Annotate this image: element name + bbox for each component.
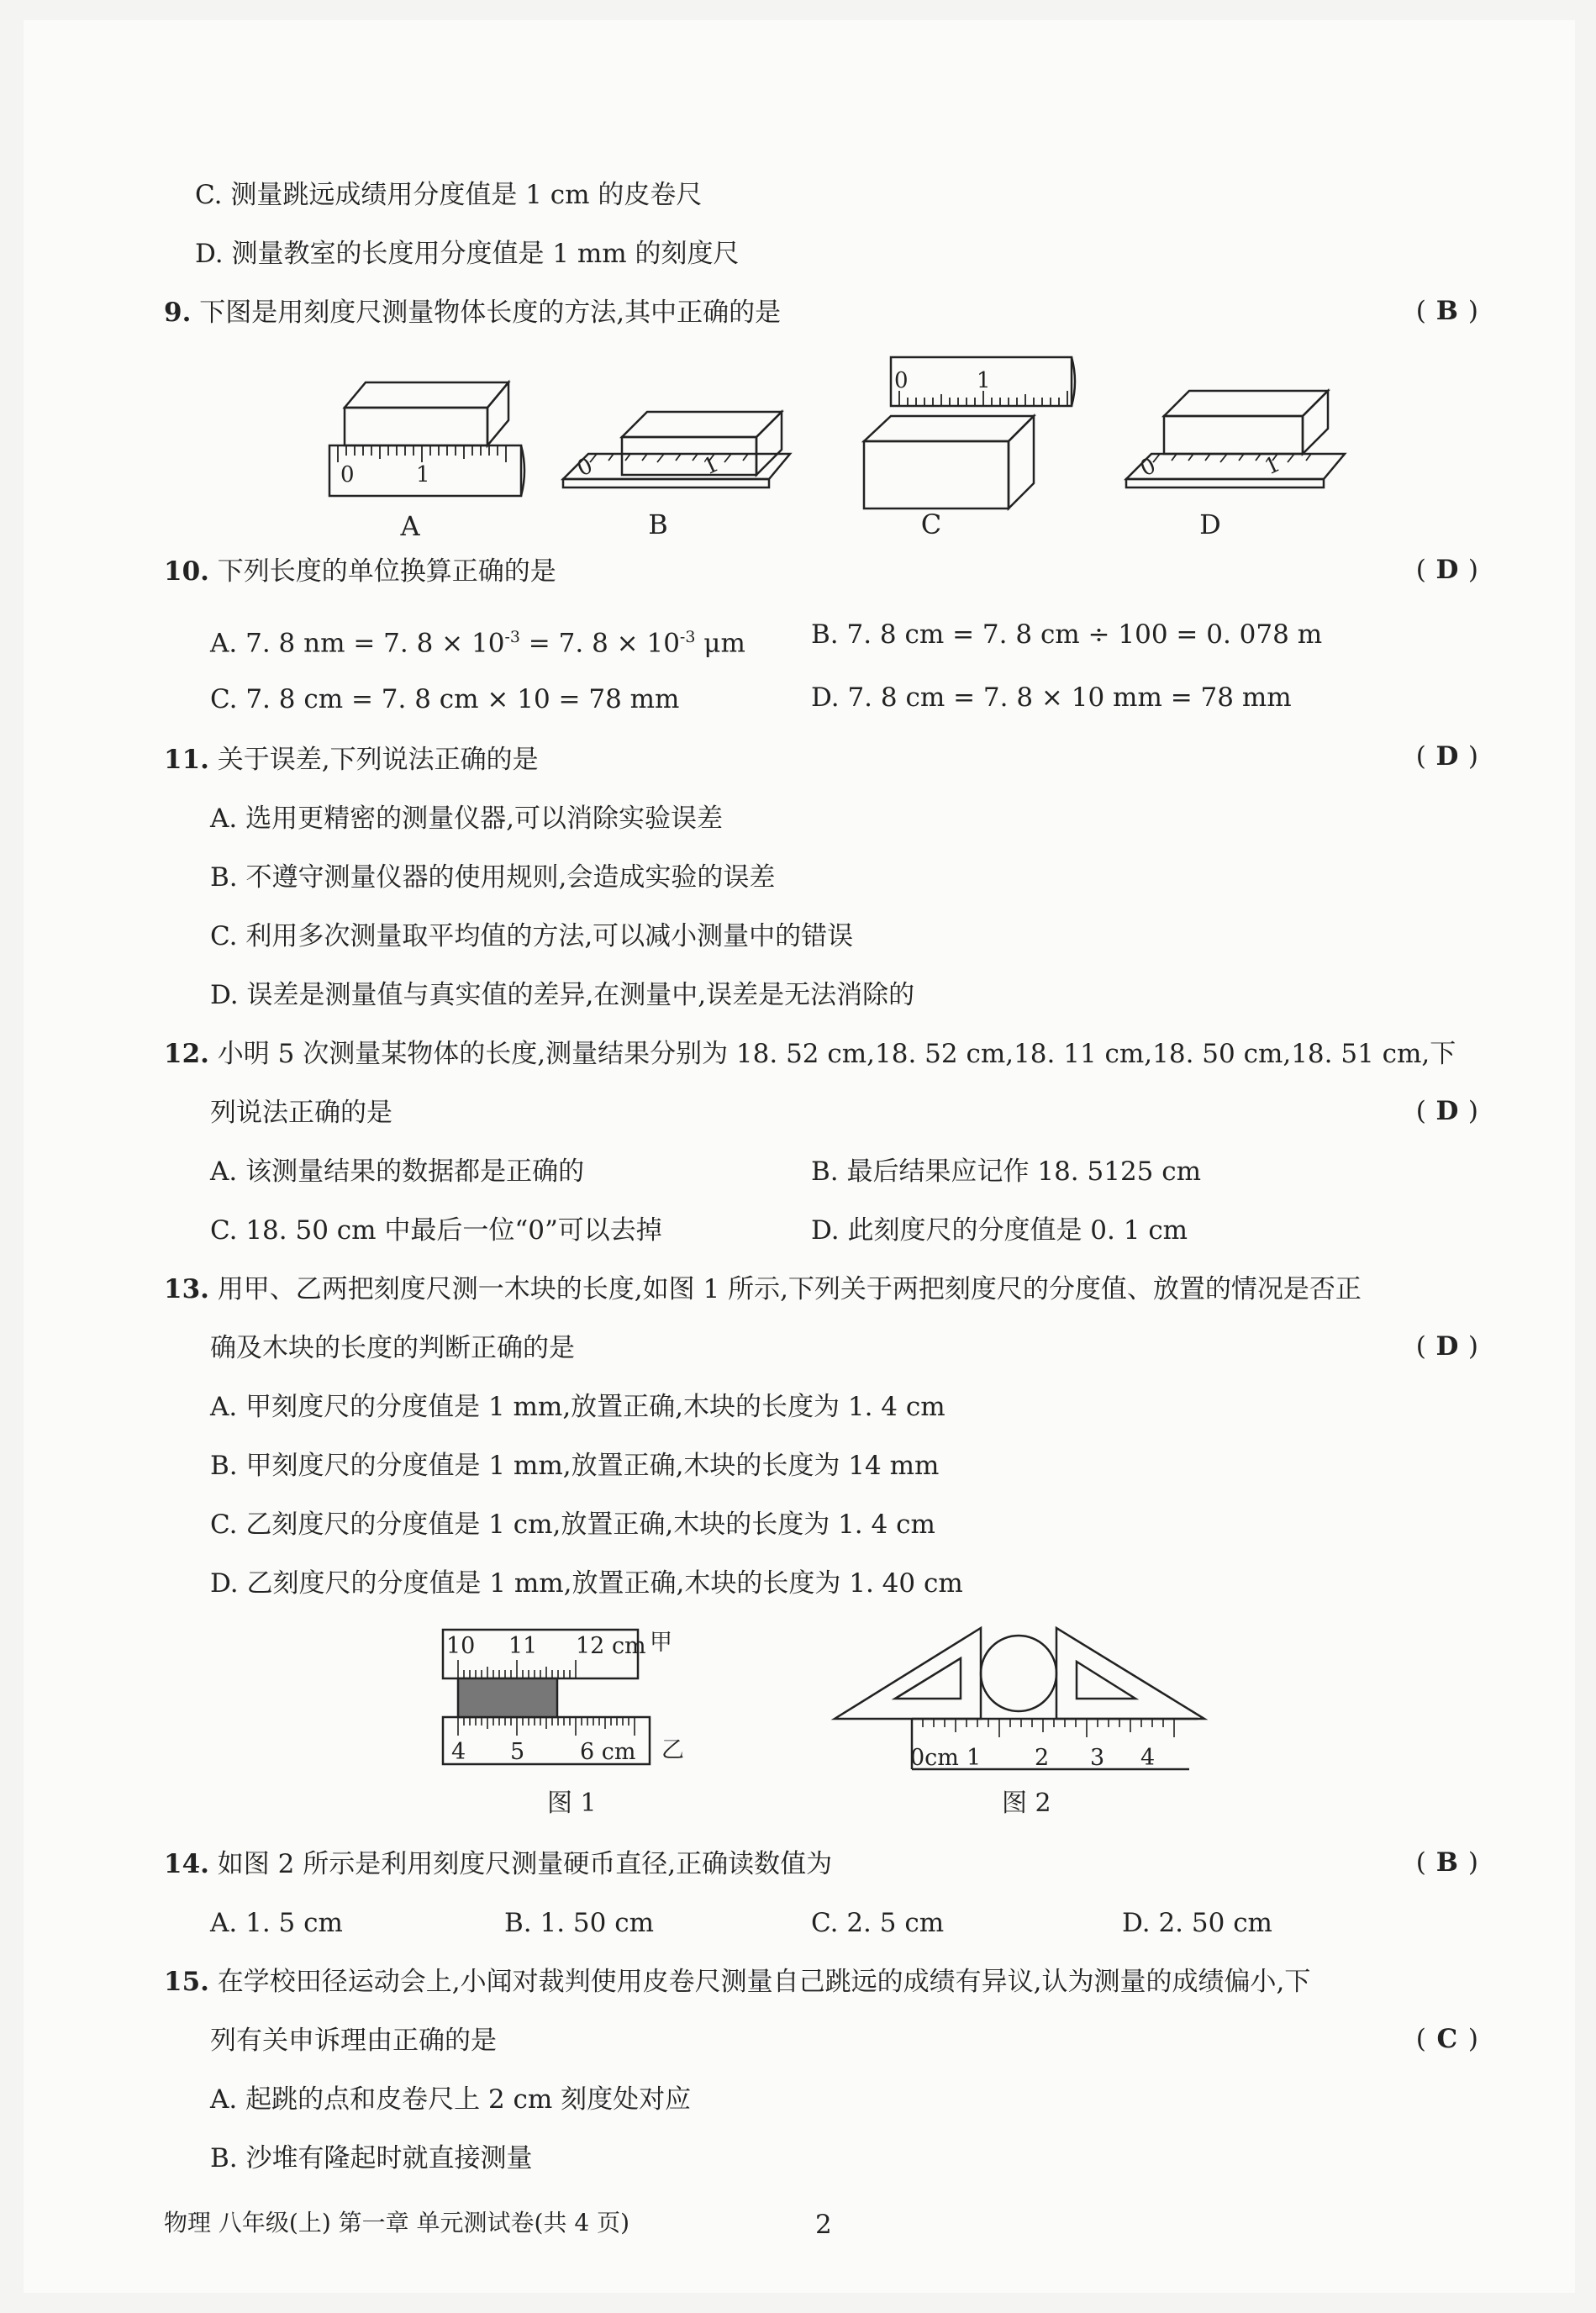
option-c: C. 7. 8 cm = 7. 8 cm × 10 = 78 mm bbox=[210, 684, 680, 714]
ruler-tick-label: 1 bbox=[1261, 451, 1284, 481]
ruler-tick-label: 0 bbox=[573, 453, 597, 482]
ruler-tick-label: 4 bbox=[451, 1739, 466, 1765]
question-number: 14. bbox=[164, 1849, 209, 1879]
set-square-right bbox=[1056, 1628, 1204, 1719]
option-text: A. 7. 8 nm = 7. 8 × 10 bbox=[210, 628, 505, 659]
question-number: 15. bbox=[164, 1967, 209, 1997]
option-c: C. 18. 50 cm 中最后一位“0”可以去掉 bbox=[210, 1215, 662, 1246]
option-b: B. 甲刻度尺的分度值是 1 mm,放置正确,木块的长度为 14 mm bbox=[210, 1451, 940, 1481]
exponent: -3 bbox=[679, 628, 696, 646]
ruler-tick-label: 10 bbox=[446, 1633, 476, 1659]
question-stem: 在学校田径运动会上,小闻对裁判使用皮卷尺测量自己跳远的成绩有异议,认为测量的成绩偏小,下 bbox=[217, 1967, 1311, 1997]
answer-bracket: ( D ) bbox=[1415, 1331, 1478, 1362]
option-c: C. 利用多次测量取平均值的方法,可以减小测量中的错误 bbox=[210, 921, 854, 951]
figure-2 bbox=[828, 1618, 1248, 1773]
ruler-tick-label: 1 bbox=[977, 368, 991, 393]
ruler-tick-label: 0 bbox=[1136, 453, 1160, 482]
figure-label-b: B bbox=[648, 508, 668, 540]
option-d: D. 此刻度尺的分度值是 0. 1 cm bbox=[811, 1215, 1188, 1246]
question-number: 10. bbox=[164, 556, 209, 587]
question-13 bbox=[164, 1272, 1362, 1306]
ruler-tick-label: 0cm bbox=[910, 1745, 959, 1771]
page-footer: 物理 八年级(上) 第一章 单元测试卷(共 4 页) bbox=[164, 2209, 630, 2237]
figure-label-a: A bbox=[400, 510, 420, 542]
ruler-tick-label: 0 bbox=[894, 368, 909, 393]
option-d: D. 误差是测量值与真实值的差异,在测量中,误差是无法消除的 bbox=[210, 980, 915, 1010]
question-15 bbox=[164, 1965, 1310, 1999]
coin bbox=[981, 1636, 1056, 1711]
ruler-tick-label: 6 cm bbox=[580, 1739, 636, 1765]
ruler-tick-label: 12 cm bbox=[576, 1633, 646, 1659]
answer-bracket: ( B ) bbox=[1415, 296, 1478, 326]
exponent: -3 bbox=[504, 628, 520, 646]
question-14 bbox=[164, 1847, 832, 1881]
question-number: 11. bbox=[164, 745, 209, 775]
answer-letter: D bbox=[1435, 555, 1459, 585]
ruler-tick-label: 11 bbox=[508, 1633, 538, 1659]
question-stem: 如图 2 所示是利用刻度尺测量硬币直径,正确读数值为 bbox=[217, 1849, 833, 1879]
set-square-left bbox=[835, 1628, 981, 1719]
option-a: A. 1. 5 cm bbox=[210, 1908, 343, 1938]
question-stem: 下图是用刻度尺测量物体长度的方法,其中正确的是 bbox=[199, 298, 782, 328]
option-c: C. 测量跳远成绩用分度值是 1 cm 的皮卷尺 bbox=[195, 180, 703, 210]
option-d: D. 测量教室的长度用分度值是 1 mm 的刻度尺 bbox=[195, 239, 740, 269]
option-d: D. 2. 50 cm bbox=[1122, 1908, 1272, 1938]
question-stem-cont: 列有关申诉理由正确的是 bbox=[210, 2026, 497, 2056]
question-stem: 用甲、乙两把刻度尺测一木块的长度,如图 1 所示,下列关于两把刻度尺的分度值、放置的情况是否正 bbox=[217, 1274, 1362, 1304]
answer-letter: C bbox=[1436, 2024, 1458, 2054]
figure-label-c: C bbox=[920, 508, 942, 540]
question-11 bbox=[164, 743, 539, 777]
option-a bbox=[210, 620, 745, 660]
ruler-tick-label: 1 bbox=[699, 451, 723, 481]
option-d: D. 乙刻度尺的分度值是 1 mm,放置正确,木块的长度为 1. 40 cm bbox=[210, 1568, 963, 1599]
question-stem: 下列长度的单位换算正确的是 bbox=[217, 556, 556, 587]
question-stem: 关于误差,下列说法正确的是 bbox=[217, 745, 539, 775]
ruler-name: 乙 bbox=[661, 1737, 684, 1763]
option-a: A. 该测量结果的数据都是正确的 bbox=[210, 1156, 585, 1187]
ruler-tick-label: 1 bbox=[416, 462, 430, 487]
option-b: B. 不遵守测量仪器的使用规则,会造成实验的误差 bbox=[210, 862, 776, 893]
answer-bracket: ( C ) bbox=[1415, 2024, 1478, 2054]
option-b: B. 沙堆有隆起时就直接测量 bbox=[210, 2143, 533, 2173]
question-stem: 小明 5 次测量某物体的长度,测量结果分别为 18. 52 cm,18. 52 cm,18. 11 cm,18. 50 cm,18. 51 cm,下 bbox=[217, 1039, 1456, 1069]
question-9 bbox=[164, 296, 781, 329]
option-a: A. 选用更精密的测量仪器,可以消除实验误差 bbox=[210, 803, 723, 834]
figure-b bbox=[563, 412, 790, 487]
question-stem-cont: 确及木块的长度的判断正确的是 bbox=[210, 1333, 575, 1363]
figure-d bbox=[1126, 391, 1345, 487]
answer-bracket: ( D ) bbox=[1415, 555, 1478, 585]
question-12 bbox=[164, 1037, 1456, 1071]
question-number: 13. bbox=[164, 1274, 209, 1304]
question-number: 12. bbox=[164, 1039, 209, 1069]
option-c: C. 2. 5 cm bbox=[811, 1908, 945, 1938]
option-c: C. 乙刻度尺的分度值是 1 cm,放置正确,木块的长度为 1. 4 cm bbox=[210, 1510, 935, 1540]
question-number: 9. bbox=[164, 298, 192, 328]
figure-2-caption: 图 2 bbox=[1002, 1789, 1051, 1818]
figure-1-caption: 图 1 bbox=[547, 1789, 597, 1818]
question-stem-cont: 列说法正确的是 bbox=[210, 1098, 392, 1128]
option-b: B. 最后结果应记作 18. 5125 cm bbox=[811, 1156, 1202, 1187]
ruler-tick-label: 4 bbox=[1140, 1745, 1156, 1771]
answer-bracket: ( D ) bbox=[1415, 1096, 1478, 1126]
option-a: A. 甲刻度尺的分度值是 1 mm,放置正确,木块的长度为 1. 4 cm bbox=[210, 1392, 945, 1422]
question-10 bbox=[164, 555, 556, 588]
answer-bracket: ( B ) bbox=[1415, 1847, 1478, 1878]
option-d: D. 7. 8 cm = 7. 8 × 10 mm = 78 mm bbox=[811, 682, 1292, 713]
answer-letter: B bbox=[1435, 1847, 1458, 1878]
option-b: B. 1. 50 cm bbox=[504, 1908, 654, 1938]
ruler-tick-label: 0 bbox=[340, 462, 355, 487]
figure-label-d: D bbox=[1199, 508, 1221, 540]
answer-letter: D bbox=[1435, 1331, 1459, 1362]
option-text: μm bbox=[695, 628, 745, 659]
ruler-tick-label: 2 bbox=[1035, 1745, 1050, 1771]
ruler-tick-label: 5 bbox=[510, 1739, 525, 1765]
option-a: A. 起跳的点和皮卷尺上 2 cm 刻度处对应 bbox=[210, 2084, 692, 2115]
q9-figure bbox=[319, 349, 1362, 542]
wood-block bbox=[458, 1678, 557, 1717]
answer-letter: D bbox=[1435, 741, 1459, 772]
figure-1 bbox=[433, 1618, 702, 1769]
ruler-tick-label: 1 bbox=[967, 1745, 982, 1771]
answer-bracket: ( D ) bbox=[1415, 741, 1478, 772]
option-b: B. 7. 8 cm = 7. 8 cm ÷ 100 = 0. 078 m bbox=[811, 619, 1323, 650]
answer-letter: D bbox=[1435, 1096, 1459, 1126]
ruler-tick-label: 3 bbox=[1090, 1745, 1105, 1771]
option-text: = 7. 8 × 10 bbox=[519, 628, 680, 659]
ruler-name: 甲 bbox=[650, 1630, 672, 1656]
answer-letter: B bbox=[1435, 296, 1458, 326]
page-number: 2 bbox=[815, 2210, 832, 2240]
